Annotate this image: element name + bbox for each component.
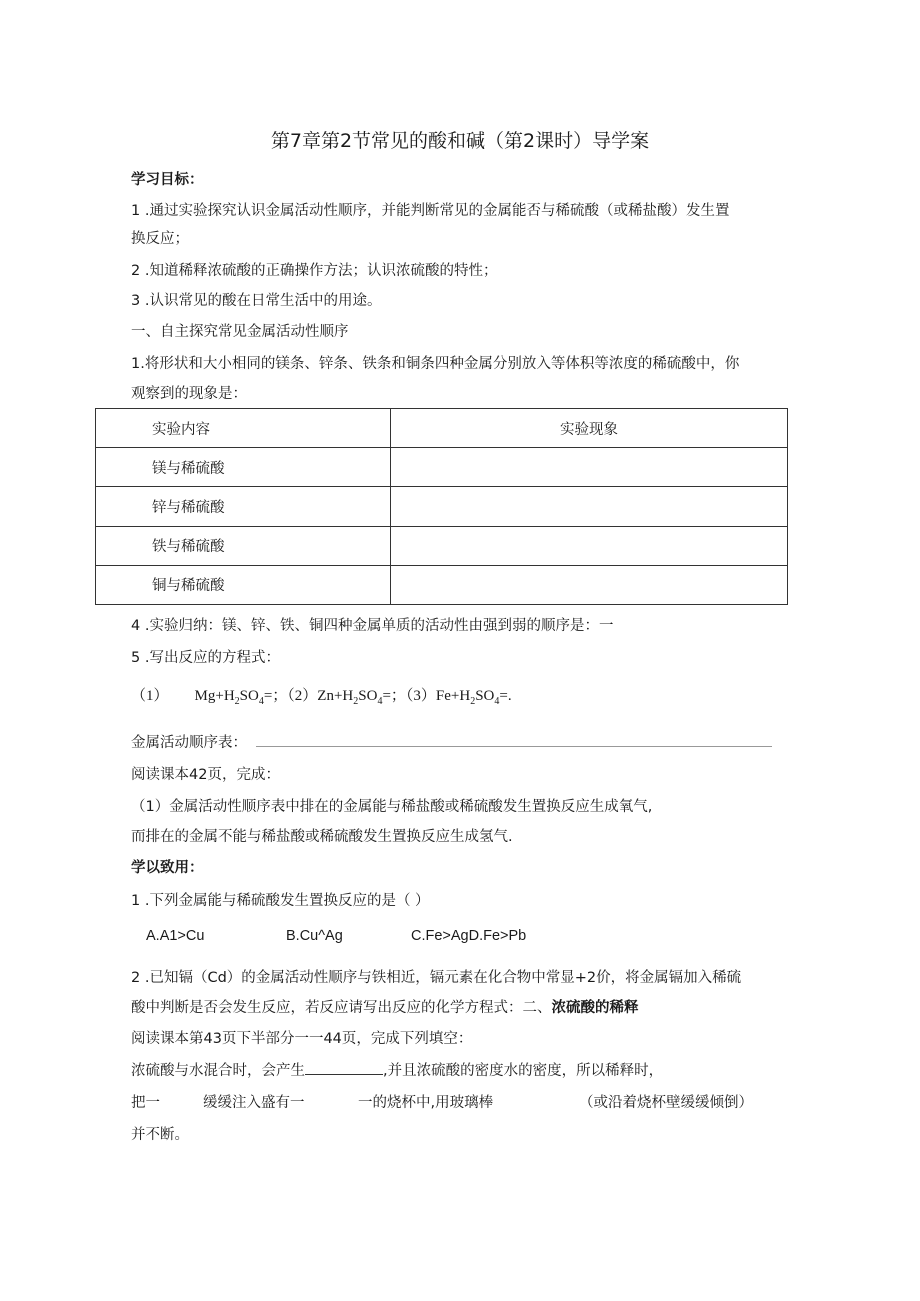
section-1-heading: 一、自主探究常见金属活动性顺序 [131, 324, 349, 340]
objective-3: 3 .认识常见的酸在日常生活中的用途。 [131, 293, 382, 309]
table-header-row [96, 409, 788, 448]
activity-table-blank[interactable] [256, 746, 772, 747]
table-row [96, 565, 788, 604]
section-2-line-1 [131, 1061, 663, 1081]
table-row [96, 487, 788, 526]
subscript: 2 [470, 696, 476, 707]
table-cell-experiment: 铁与稀硫酸 [96, 526, 391, 565]
objective-1-line-1: 1 .通过实验探究认识金属活动性顺序，并能判断常见的金属能否与稀硫酸（或稀盐酸）发生置 [131, 203, 730, 219]
subscript: 4 [258, 696, 264, 707]
objective-1-line-2: 换反应； [131, 231, 189, 247]
practice-question-1: 1 .下列金属能与稀硫酸发生置换反应的是（ ） [131, 893, 430, 909]
subscript: 2 [234, 696, 240, 707]
objective-2: 2 .知道稀释浓硫酸的正确操作方法；认识浓硫酸的特性； [131, 263, 498, 279]
table-cell-phenomenon[interactable] [391, 526, 788, 565]
option-c-d[interactable]: C.Fe>AgD.Fe>Pb [411, 928, 527, 944]
reading-1-line-3: 而排在的金属不能与稀盐酸或稀硫酸发生置换反应生成氢气. [131, 829, 513, 845]
summary-item-4: 4 .实验归纳：镁、锌、铁、铜四种金属单质的活动性由强到弱的顺序是：一 [131, 618, 614, 634]
question-1-line-1: 1.将形状和大小相同的镁条、锌条、铁条和铜条四种金属分别放入等体积等浓度的稀硫酸中，你 [131, 356, 740, 372]
question-2-text: 酸中判断是否会发生反应，若反应请写出反应的化学方程式：二、 [131, 1000, 552, 1016]
summary-item-5: 5 .写出反应的方程式： [131, 650, 280, 666]
line-1-part-a: 浓硫酸与水混合时，会产生 [131, 1063, 305, 1079]
equation-3-b: SO [475, 688, 495, 704]
section-2-line-3: 并不断。 [131, 1127, 189, 1143]
line-1-part-b: ,并且浓硫酸的密度水的密度，所以稀释时， [383, 1063, 664, 1079]
subscript: 4 [494, 696, 500, 707]
table-cell-phenomenon[interactable] [391, 487, 788, 526]
table-header-content: 实验内容 [96, 409, 391, 448]
table-cell-experiment: 锌与稀硫酸 [96, 487, 391, 526]
table-cell-phenomenon[interactable] [391, 448, 788, 487]
blank-field[interactable] [305, 1062, 383, 1075]
equation-1-b: SO [239, 688, 259, 704]
section-2-line-2-c: 一的烧杯中,用玻璃棒 [358, 1095, 494, 1111]
experiment-table [95, 408, 788, 605]
equation-3-a: =；（3）Fe+H [382, 688, 471, 704]
objectives-heading: 学习目标： [131, 172, 204, 188]
activity-table-label: 金属活动顺序表： [131, 735, 247, 751]
section-2-line-2-a: 把一 [131, 1095, 160, 1111]
section-2-heading: 浓硫酸的稀释 [551, 1000, 639, 1016]
subscript: 2 [353, 696, 359, 707]
equation-2-a: =；（2）Zn+H [263, 688, 354, 704]
section-2-reading: 阅读课本第43页下半部分一一44页，完成下列填空： [131, 1031, 473, 1047]
practice-question-2-line-1: 2 .已知镉（Cd）的金属活动性顺序与铁相近，镉元素在化合物中常显+2价，将金属镉加入稀硫 [131, 970, 742, 986]
option-a[interactable]: A.A1>Cu [146, 928, 205, 944]
section-2-line-2-d: （或沿着烧杯壁缓缓倾倒） [579, 1095, 753, 1111]
document-title: 第7章第2节常见的酸和碱（第2课时）导学案 [270, 130, 650, 152]
reading-1-line-1: 阅读课本42页，完成： [131, 767, 280, 783]
table-row [96, 448, 788, 487]
table-cell-experiment: 镁与稀硫酸 [96, 448, 391, 487]
table-header-phenomenon: 实验现象 [391, 409, 788, 448]
section-2-line-2-b: 缓缓注入盛有一 [203, 1095, 305, 1111]
table-cell-experiment: 铜与稀硫酸 [96, 565, 391, 604]
reading-1-line-2: （1）金属活动性顺序表中排在的金属能与稀盐酸或稀硫酸发生置换反应生成氧气, [131, 799, 653, 815]
option-b[interactable]: B.Cu^Ag [286, 928, 343, 944]
practice-heading: 学以致用： [131, 860, 204, 876]
practice-question-2-line-2 [131, 998, 639, 1018]
question-1-line-2: 观察到的现象是： [131, 386, 247, 402]
equation-2-b: SO [358, 688, 378, 704]
table-row [96, 526, 788, 565]
subscript: 4 [377, 696, 383, 707]
equations-line [131, 686, 512, 706]
equation-prefix: （1） [131, 688, 169, 704]
equation-3-c: =. [499, 688, 512, 704]
table-cell-phenomenon[interactable] [391, 565, 788, 604]
equation-1-a: Mg+H [194, 688, 235, 704]
